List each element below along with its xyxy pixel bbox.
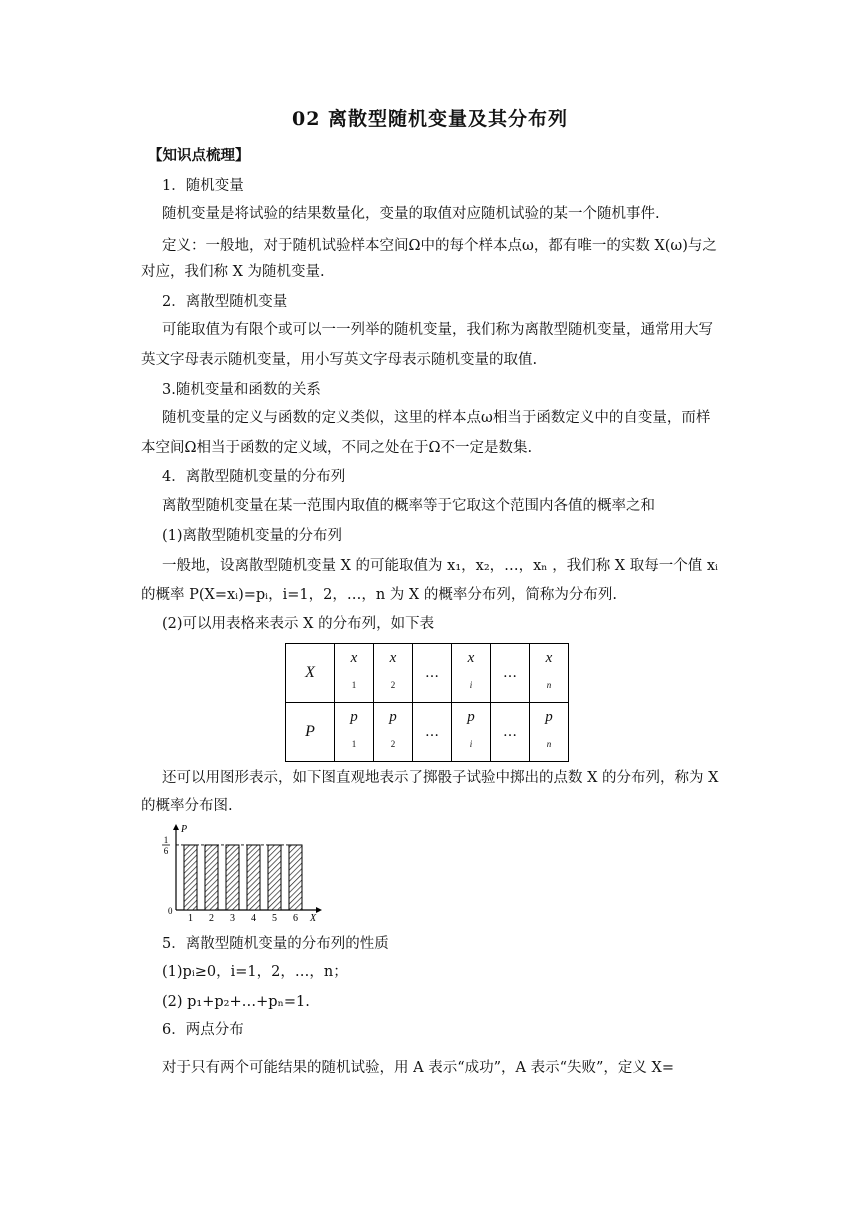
table-cell: … [413, 703, 452, 762]
para-definition-line2: 对应，我们称 X 为随机变量. [141, 264, 325, 280]
para-discrete-line1: 可能取值为有限个或可以一一列举的随机变量，我们称为离散型随机变量，通常用大写 [162, 322, 713, 338]
heading-two-point: 6．两点分布 [162, 1022, 244, 1038]
table-cell: p n [530, 703, 569, 762]
heading-variable-function: 3.随机变量和函数的关系 [162, 382, 321, 398]
bar [289, 845, 302, 910]
origin-label: 0 [168, 906, 173, 916]
bar [268, 845, 281, 910]
x-tick-label: 4 [251, 913, 256, 924]
para-random-variable-1: 随机变量是将试验的结果数量化，变量的取值对应随机试验的某一个随机事件. [162, 206, 660, 222]
para-function-line1: 随机变量的定义与函数的定义类似，这里的样本点ω相当于函数定义中的自变量，而样 [162, 410, 711, 426]
para-discrete-line2: 英文字母表示随机变量，用小写英文字母表示随机变量的取值. [141, 352, 538, 368]
distribution-table [285, 643, 569, 762]
para-function-line2: 本空间Ω相当于函数的定义域，不同之处在于Ω不一定是数集. [141, 440, 533, 456]
para-distribution-sum: 离散型随机变量在某一范围内取值的概率等于它取这个范围内各值的概率之和 [162, 498, 655, 514]
x-axis-arrow [316, 907, 322, 913]
para-distribution-def-line2: 的概率 P(X=xᵢ)=pᵢ，i=1，2，…，n 为 X 的概率分布列，简称为分布列. [141, 587, 617, 603]
table-cell: x i [452, 644, 491, 703]
y-tick-numerator: 1 [163, 834, 169, 845]
x-tick-label: 3 [230, 913, 235, 924]
heading-distribution: 4．离散型随机变量的分布列 [162, 469, 346, 485]
table-cell: p i [452, 703, 491, 762]
x-axis-label: X [310, 913, 317, 924]
bar [247, 845, 260, 910]
table-row-p [286, 703, 569, 762]
heading-random-variable: 1．随机变量 [162, 178, 244, 194]
table-cell: x n [530, 644, 569, 703]
heading-discrete-variable: 2．离散型随机变量 [162, 294, 288, 310]
table-cell: … [413, 644, 452, 703]
table-row-head: X [286, 644, 335, 703]
para-chart-intro-line1: 还可以用图形表示，如下图直观地表示了掷骰子试验中掷出的点数 X 的分布列，称为 X [162, 770, 719, 786]
page-title: 02 离散型随机变量及其分布列 [291, 108, 569, 130]
bar [184, 845, 197, 910]
table-cell: p 1 [335, 703, 374, 762]
table-cell: p 2 [374, 703, 413, 762]
property-1: (1)pᵢ≥0，i=1，2，…，n； [162, 964, 348, 980]
x-tick-label: 5 [272, 913, 277, 924]
x-tick-label: 1 [188, 913, 193, 924]
y-axis-arrow [173, 824, 179, 830]
section-heading: 【知识点梳理】 [148, 147, 250, 164]
subheading-table: (2)可以用表格来表示 X 的分布列，如下表 [162, 616, 435, 632]
para-definition-line1: 定义：一般地，对于随机试验样本空间Ω中的每个样本点ω，都有唯一的实数 X(ω)与之 [162, 238, 717, 254]
para-chart-intro-line2: 的概率分布图. [141, 798, 233, 814]
y-axis-label: P [181, 824, 188, 835]
heading-properties: 5．离散型随机变量的分布列的性质 [162, 936, 389, 952]
probability-chart [150, 822, 330, 924]
table-row-head: P [286, 703, 335, 762]
bar [205, 845, 218, 910]
para-distribution-def-line1: 一般地，设离散型随机变量 X 的可能取值为 x₁，x₂，…，xₙ ，我们称 X 取每一个值 xᵢ [162, 558, 718, 574]
table-cell: x 2 [374, 644, 413, 703]
x-tick-label: 2 [209, 913, 214, 924]
x-tick-label: 6 [293, 913, 298, 924]
table-cell: … [491, 644, 530, 703]
bar [226, 845, 239, 910]
y-tick-denominator: 6 [163, 845, 169, 856]
para-two-point: 对于只有两个可能结果的随机试验，用 A 表示“成功”，A 表示“失败”，定义 X= [162, 1060, 675, 1076]
subheading-distribution: (1)离散型随机变量的分布列 [162, 528, 343, 544]
table-row-x [286, 644, 569, 703]
table-cell: … [491, 703, 530, 762]
property-2: (2) p₁+p₂+…+pₙ=1. [162, 994, 310, 1010]
table-cell: x 1 [335, 644, 374, 703]
